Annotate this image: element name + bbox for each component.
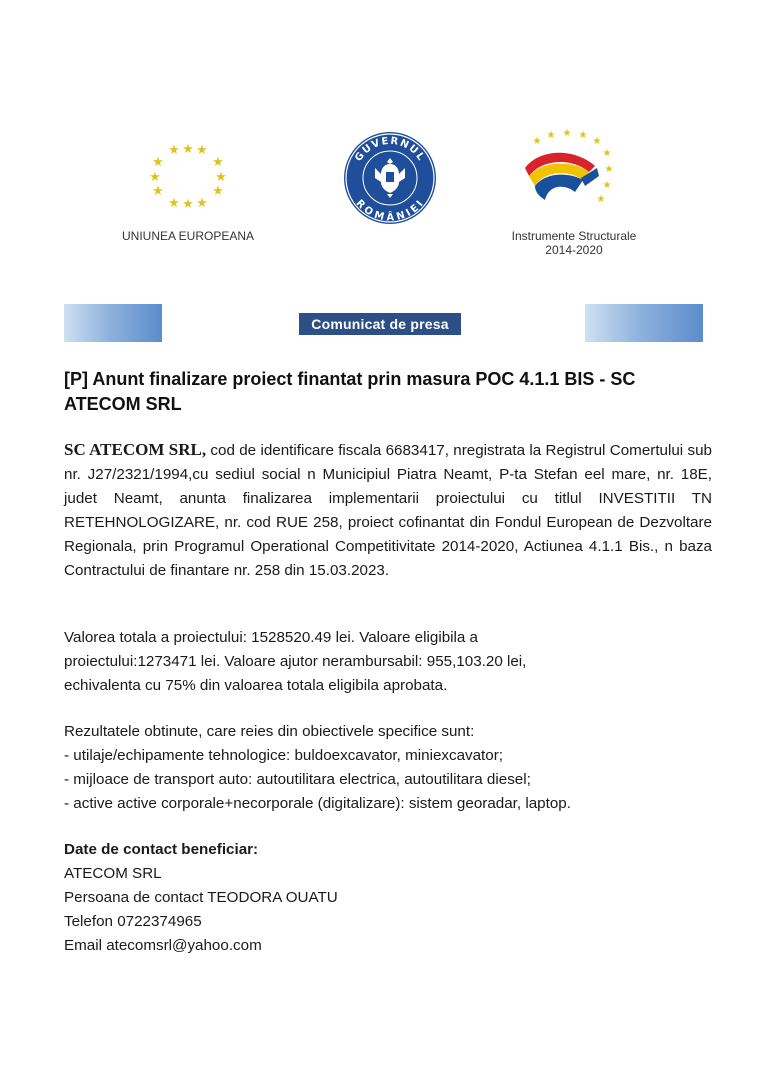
svg-text:★: ★ [562, 128, 572, 139]
contact-email[interactable]: Email atecomsrl@yahoo.com [64, 937, 262, 954]
page-title: [P] Anunt finalizare proiect finantat prin masura POC 4.1.1 BIS - SC ATECOM SRL [64, 369, 636, 414]
svg-text:★: ★ [212, 184, 224, 199]
svg-text:★: ★ [182, 142, 194, 157]
svg-text:★: ★ [152, 155, 164, 170]
contact-person: Persoana de contact TEODORA OUATU [64, 889, 338, 906]
svg-text:★: ★ [149, 170, 161, 185]
structural-instruments-logo [515, 128, 615, 220]
press-release-title: Comunicat de presa [299, 313, 461, 335]
government-seal [342, 130, 438, 226]
list-item: - mijloace de transport auto: autoutilitara electrica, autoutilitara diesel; [64, 771, 531, 788]
svg-text:★: ★ [604, 164, 614, 175]
svg-text:★: ★ [602, 148, 612, 159]
contact-company: ATECOM SRL [64, 865, 162, 882]
contact-heading: Date de contact beneficiar: [64, 841, 259, 858]
svg-text:★: ★ [212, 155, 224, 170]
structural-instruments-caption-line2: 2014-2020 [545, 243, 603, 257]
value-line-1: Valorea totala a proiectului: 1528520.49 lei. Valoare eligibila a [64, 629, 478, 646]
structural-instruments-caption [486, 229, 662, 257]
svg-text:★: ★ [168, 196, 180, 210]
value-line-2: proiectului:1273471 lei. Valoare ajutor nerambursabil: 955,103.20 lei, [64, 653, 527, 670]
contact-phone: Telefon 0722374965 [64, 913, 202, 930]
eu-logo [143, 140, 233, 210]
svg-text:★: ★ [602, 180, 612, 191]
value-line-3: echivalenta cu 75% din valoarea totala eligibila aprobata. [64, 677, 448, 694]
list-item: - active active corporale+necorporale (digitalizare): sistem georadar, laptop. [64, 795, 571, 812]
svg-text:★: ★ [152, 184, 164, 199]
intro-paragraph [64, 438, 712, 583]
banner-left-bar [64, 304, 162, 342]
results-intro: Rezultatele obtinute, care reies din obiectivele specifice sunt: [64, 723, 475, 740]
svg-text:ROMÂNIEI: ROMÂNIEI [353, 197, 427, 224]
results-section [64, 720, 712, 816]
structural-instruments-caption-line1: Instrumente Structurale [511, 229, 637, 243]
svg-text:★: ★ [592, 136, 602, 147]
svg-text:★: ★ [532, 136, 542, 147]
svg-text:GUVERNUL: GUVERNUL [353, 135, 427, 164]
banner-right-bar [585, 304, 703, 342]
svg-text:★: ★ [215, 170, 227, 185]
list-item: - utilaje/echipamente tehnologice: buldoexcavator, miniexcavator; [64, 747, 504, 764]
svg-text:★: ★ [196, 196, 208, 210]
svg-text:★: ★ [168, 143, 180, 158]
contact-section [64, 838, 712, 958]
eu-stars-icon [143, 140, 233, 210]
value-paragraph [64, 626, 712, 698]
company-name: SC ATECOM SRL, [64, 440, 207, 459]
svg-text:★: ★ [182, 197, 194, 210]
svg-text:★: ★ [546, 130, 556, 141]
svg-text:★: ★ [578, 130, 588, 141]
intro-text: cod de identificare fiscala 6683417, nregistrata la Registrul Comertului sub nr. J27/2321/1994,cu sediul social n Municipiul Piatra Neamt, P-ta Stefan eel mare, nr. 18E, judet Neamt, anunta finalizarea implementarii proiectului cu titlul INVESTITII TN RETEHNOLOGIZARE, nr. cod RUE 258, proiect cofinantat din Fondul European de Dezvoltare Regionala, prin Programul Operational Competitivitate 2014-2020, Actiunea 4.1.1 Bis., n baza Contractului de finantare nr. 258 din 15.03.2023. [64, 442, 712, 579]
svg-text:★: ★ [196, 143, 208, 158]
eu-caption: UNIUNEA EUROPEANA [121, 229, 255, 243]
svg-text:★: ★ [596, 194, 606, 205]
